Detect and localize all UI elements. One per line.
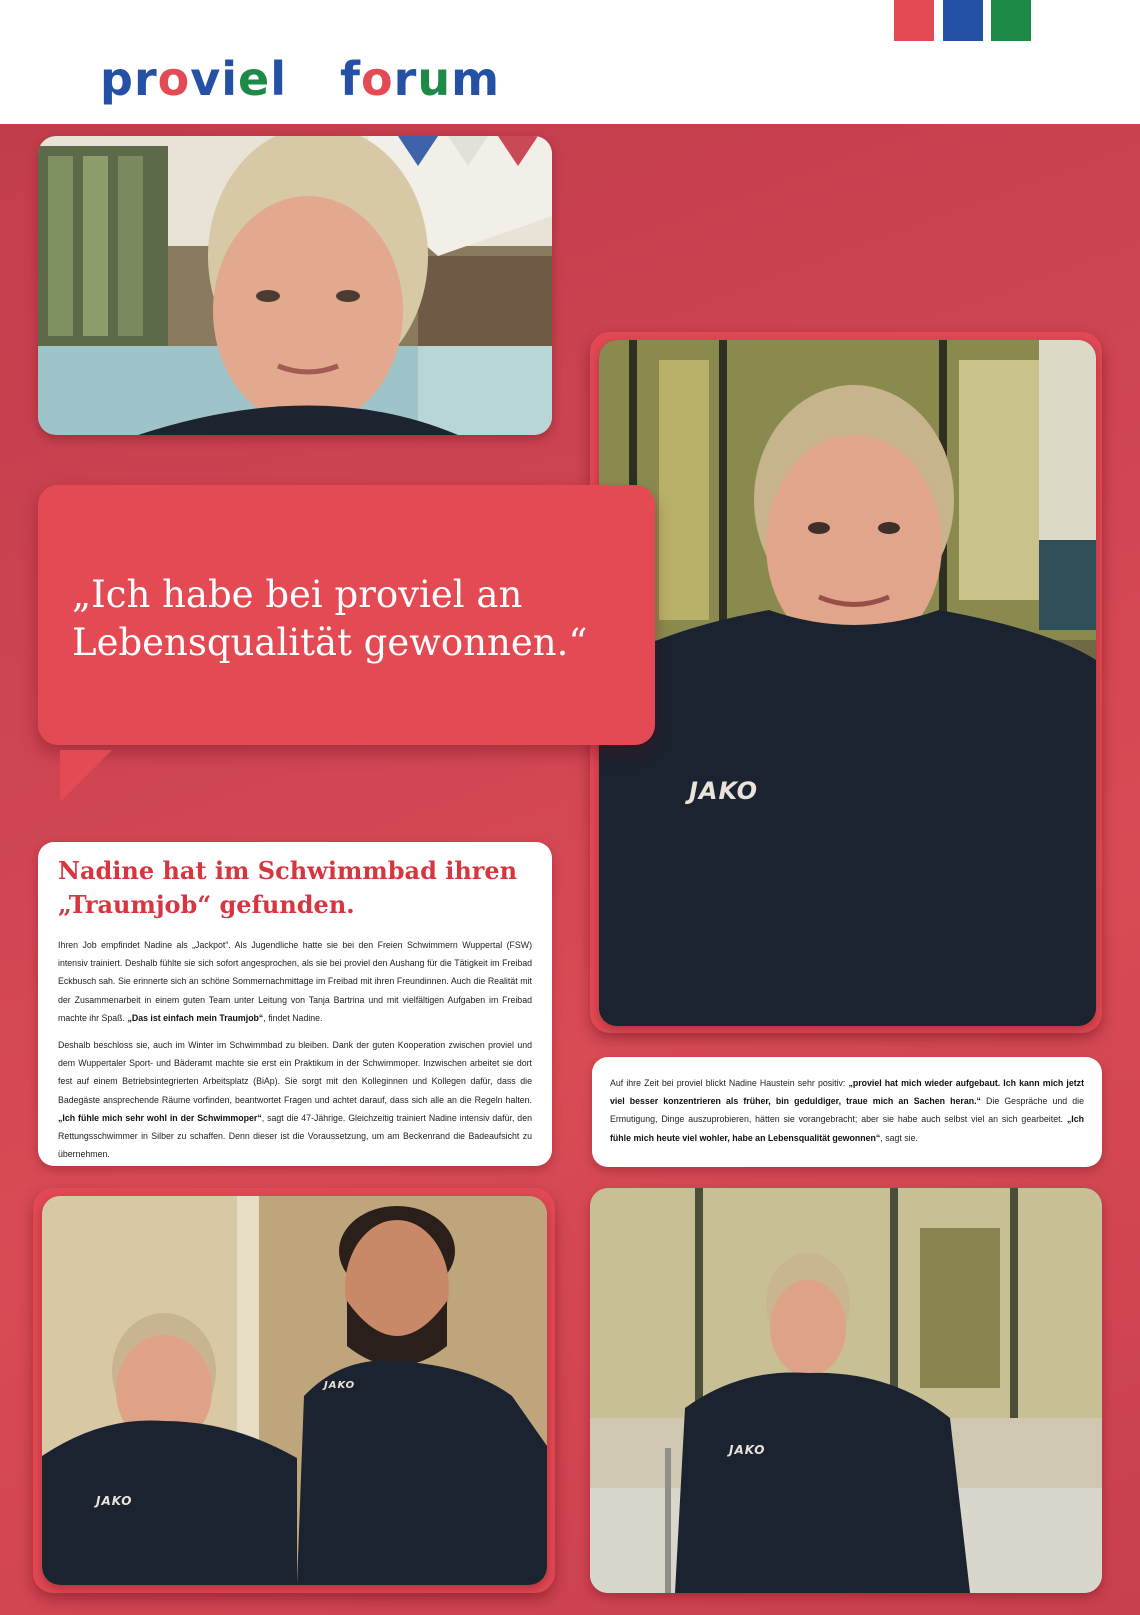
logo-letter: p bbox=[100, 52, 134, 106]
logo-letter: e bbox=[238, 52, 271, 106]
logo-letter: f bbox=[340, 52, 362, 106]
paragraph-highlight: „Das ist einfach mein Traumjob“ bbox=[127, 1012, 264, 1023]
shirt-logo: JAKO bbox=[96, 1494, 133, 1508]
page-header bbox=[0, 0, 1140, 124]
side-paragraph bbox=[610, 1074, 1084, 1147]
article-headline bbox=[58, 854, 558, 922]
logo-letter: o bbox=[361, 52, 394, 106]
pool-photo-image bbox=[590, 1188, 1102, 1593]
portrait-photo-pool bbox=[38, 136, 552, 435]
portrait-photo-large bbox=[599, 340, 1096, 1026]
paragraph-text: , sagt die 47-Jährige. Gleichzeitig trainiert Nadine intensiv dafür, den Rettungsschwimmer in Silber zu schaffen. Denn dieser ist die Voraussetzung, um am Beckenrand die Badeaufsicht zu übernehmen. bbox=[58, 1112, 532, 1160]
paragraph-highlight: „Ich fühle mich sehr wohl in der Schwimmoper“ bbox=[58, 1112, 262, 1123]
paragraph-text: Ihren Job empfindet Nadine als „Jackpot“. Als Jugendliche hatte sie bei den Freien Schwimmern Wuppertal (FSW) intensiv trainiert. Deshalb fühlte sie sich sofort angesprochen, als sie bei proviel den Aushang für die Tätigkeit im Freibad Eckbusch sah. Sie erinnerte sich an schöne Sommernachmittage im Freibad mit ihren Freundinnen. Auch die Realität mit der Zusammenarbeit in einem guten Team unter Leitung von Tanja Bartrina und mit vielfältigen Aufgaben im Freibad machte ihr Spaß. bbox=[58, 940, 532, 1023]
paragraph-text: , sagt sie. bbox=[880, 1132, 918, 1143]
quote-line-1: „Ich habe bei proviel an bbox=[72, 573, 523, 616]
paragraph-text: Deshalb beschloss sie, auch im Winter im Schwimmbad zu bleiben. Dank der guten Kooperation zwischen proviel und dem Wuppertaler Sport- und Bäderamt machte sie erst ein Praktikum in der Schwimmoper. Inzwischen arbeitet sie dort fest auf einem Betriebsintegrierten Arbeitsplatz (BiAp). Sie sorgt mit den Kolleginnen und Kollegen dafür, dass die Badegäste ansprechende Räume vorfinden, beantwortet Fragen und achtet darauf, dass sich alle an die Regeln halten. bbox=[58, 1040, 532, 1105]
forum-logo bbox=[340, 52, 500, 106]
quote-bubble bbox=[38, 485, 655, 745]
paragraph-highlight: „Ich fühle mich heute viel wohler, habe an Lebensqualität gewonnen“ bbox=[610, 1114, 1084, 1143]
shirt-logo: JAKO bbox=[689, 777, 758, 805]
article-paragraph-2 bbox=[58, 1036, 532, 1163]
team-photo bbox=[42, 1196, 547, 1585]
logo-letter: l bbox=[270, 52, 287, 106]
quote-bubble-tail bbox=[60, 750, 112, 802]
logo-letter: o bbox=[157, 52, 191, 106]
proviel-logo bbox=[100, 52, 287, 106]
headline-line-1: Nadine hat im Schwimmbad ihren bbox=[58, 856, 518, 885]
portrait-photo-large-image bbox=[599, 340, 1096, 1026]
pool-photo bbox=[590, 1188, 1102, 1593]
logo-letter: m bbox=[451, 52, 500, 106]
paragraph-highlight: „proviel hat mich wieder aufgebaut. Ich kann mich jetzt viel besser konzentrieren als früher, bin geduldiger, traue mich an Sachen heran.“ bbox=[610, 1078, 1085, 1107]
paragraph-text: , findet Nadine. bbox=[263, 1012, 323, 1023]
shirt-logo: JAKO bbox=[729, 1443, 766, 1457]
logo-letter: r bbox=[393, 52, 418, 106]
paragraph-text: Die Gespräche und die Ermutigung, Dinge auszuprobieren, hätten sie vorangebracht; aber sie habe auch selbst viel an sich gearbeitet. bbox=[610, 1096, 1084, 1125]
green-color-bar bbox=[991, 0, 1031, 41]
paragraph-text: Auf ihre Zeit bei proviel blickt Nadine Haustein sehr positiv: bbox=[610, 1078, 849, 1088]
shirt-logo: JAKO bbox=[324, 1380, 356, 1391]
headline-line-2: „Traumjob“ gefunden. bbox=[58, 890, 355, 919]
article-box bbox=[38, 842, 552, 1166]
portrait-photo-pool-image bbox=[38, 136, 552, 435]
side-text-box bbox=[592, 1057, 1102, 1167]
logo-letter: v bbox=[190, 52, 222, 106]
article-paragraph-1 bbox=[58, 936, 532, 1027]
quote-line-2: Lebensqualität gewonnen.“ bbox=[72, 621, 588, 664]
logo-letter: i bbox=[221, 52, 239, 106]
quote-text bbox=[72, 571, 632, 667]
blue-color-bar bbox=[943, 0, 983, 41]
logo-letter: u bbox=[417, 52, 452, 106]
red-color-bar bbox=[894, 0, 934, 41]
logo-letter: r bbox=[133, 52, 158, 106]
team-photo-image bbox=[42, 1196, 547, 1585]
